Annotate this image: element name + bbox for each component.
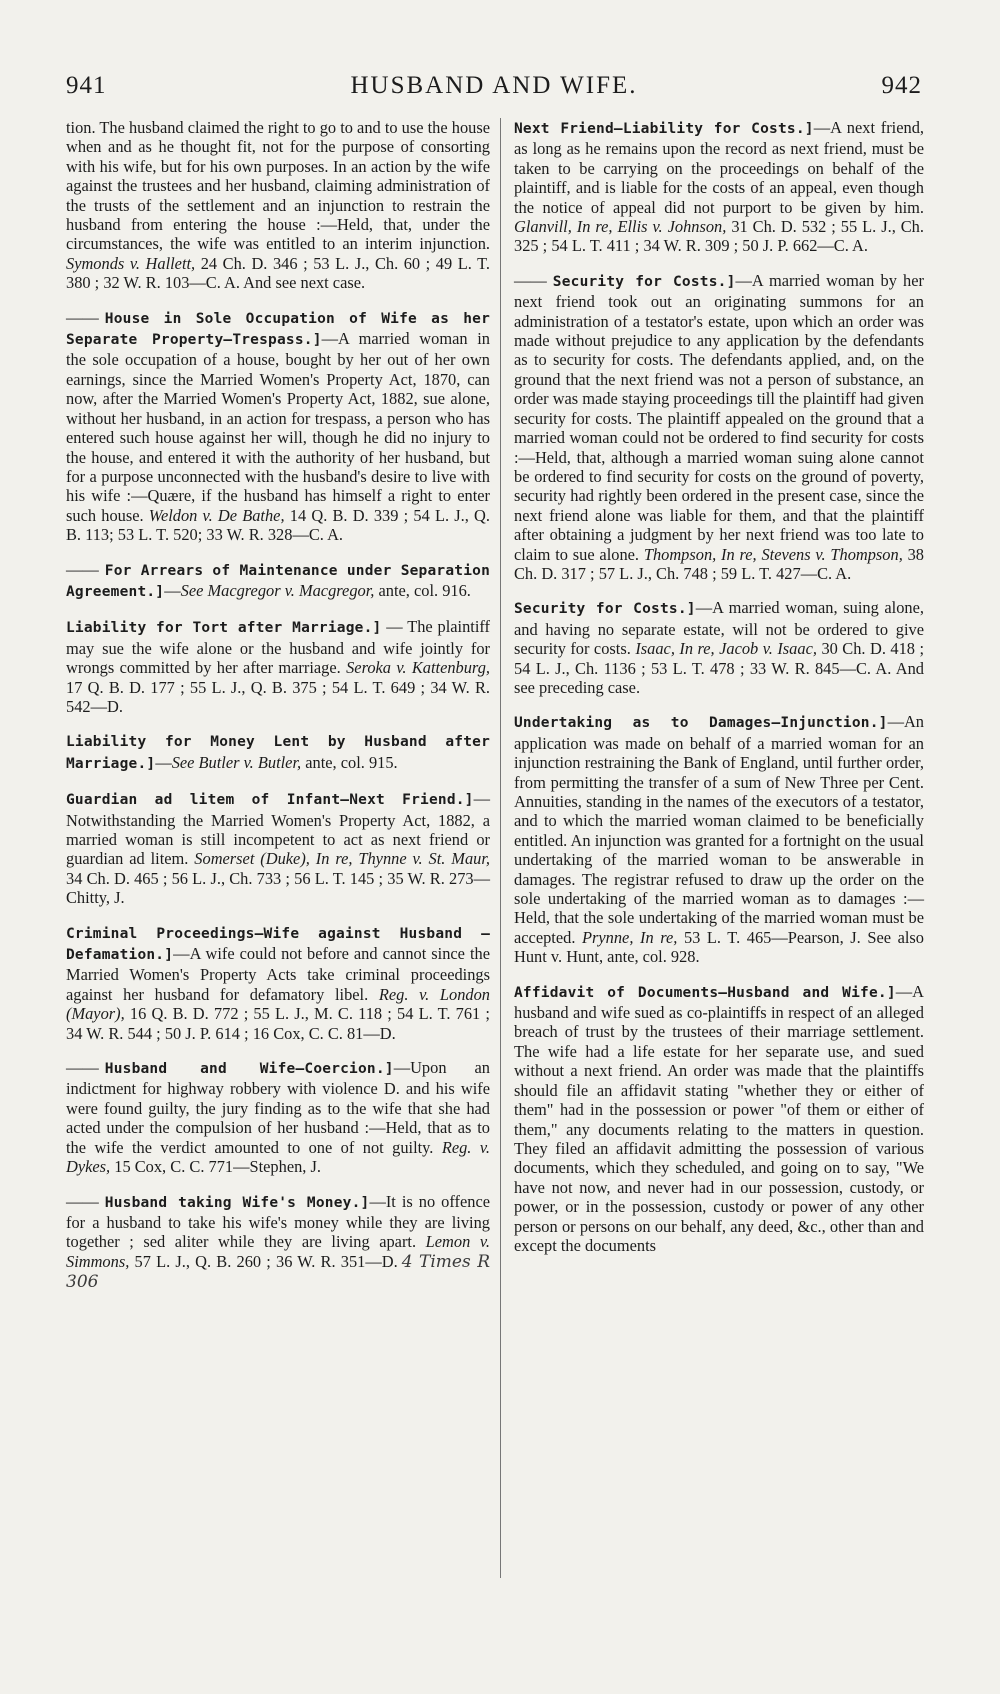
entry-body: —A married woman by her next friend took out an originating summons for an administration of a testator's estate, upon which an order was made without prejudice to any application by the defendants as to security for costs. The defendants applied, and, on the ground that the next friend was not a person of substance, an order was made staying proceedings till the plaintiff had given security for costs. The plaintiff appealed on the ground that a married woman could not be ordered to find security for costs :—Held, that, although a married woman suing alone cannot be ordered to find security for costs on the ground of poverty, security had rightly been ordered in the present case, since the next friend alone was liable for them, and that the plaintiff after obtaining a judgment by her next friend was too late to claim to sue alone. <box>514 270 924 564</box>
entry-heading: Liability for Money Lent by Husband after Marriage.] <box>66 734 490 772</box>
entry-heading: Security for Costs.] <box>514 601 696 618</box>
case-name: Prynne, In re, <box>582 927 678 947</box>
em-dash: —— <box>66 559 99 579</box>
entry-heading: Husband taking Wife's Money.] <box>104 1194 370 1211</box>
entry-heading: For Arrears of Maintenance under Separation Agreement.] <box>66 562 490 600</box>
entry-heading: Liability for Tort after Marriage.] <box>66 620 382 637</box>
entry-affidavit-documents <box>514 982 924 1256</box>
entry-body: — <box>155 752 172 772</box>
entry-heading: Undertaking as to Damages—Injunction.] <box>514 715 888 732</box>
case-name: Reg. v. Dykes, <box>66 1137 490 1177</box>
entry-security-for-costs-next-friend <box>514 271 924 584</box>
citation: 16 Q. B. D. 772 ; 55 L. J., M. C. 118 ; 54 L. T. 761 ; 34 W. R. 544 ; 50 J. P. 614 ; 16 Cox, C. C. 81—D. <box>66 1004 490 1043</box>
entry-body: —A married woman, suing alone, and having no separate estate, will not be ordered to give security for costs. <box>514 598 924 659</box>
entry-heading: House in Sole Occupation of Wife as her Separate Property—Trespass.] <box>66 310 490 349</box>
right-column-number: 942 <box>881 72 922 99</box>
entry-body: —Upon an indictment for highway robbery with violence D. and his wife were found guilty, the jury finding as to the wife that she had acted under the compulsion of her husband :—Held, that as to the wife the verdict amounted to one of not guilty. <box>66 1058 490 1157</box>
entry-heading: Security for Costs.] <box>552 273 736 290</box>
entry-heading: Guardian ad litem of Infant—Next Friend.] <box>66 792 474 809</box>
entry-body: tion. The husband claimed the right to go to and to use the house when and as he thought fit, not for the purpose of consorting with his wife, but for his own purposes. In an action by the wife against the trustees and her husband, claiming administration of the trusts of the settlement and an injunction to restrain the husband from entering the house :—Held, that, under the circumstances, the wife was entitled to an interim injunction. <box>66 118 490 254</box>
entry-guardian-ad-litem <box>66 789 490 907</box>
citation: 30 Ch. D. 418 ; 54 L. J., Ch. 1136 ; 53 L. T. 478 ; 33 W. R. 845—C. A. And see preceding case. <box>514 639 925 697</box>
em-dash: —— <box>514 270 547 290</box>
citation: 34 Ch. D. 465 ; 56 L. J., Ch. 733 ; 56 L. T. 145 ; 35 W. R. 273—Chitty, J. <box>66 868 490 908</box>
em-dash: —— <box>66 307 99 327</box>
entry-body: —A wife could not before and cannot since the Married Women's Property Acts take criminal proceedings against her husband for defamatory libel. <box>66 944 490 1004</box>
case-name: Isaac, In re, Jacob v. Isaac, <box>635 639 817 659</box>
entry-body: —Notwithstanding the Married Women's Property Act, 1882, a married woman is still incompetent to act as next friend or guardian ad litem. <box>66 789 490 869</box>
citation: 31 Ch. D. 532 ; 55 L. J., Ch. 325 ; 54 L. T. 411 ; 34 W. R. 309 ; 50 J. P. 662—C. A. <box>514 217 924 256</box>
citation: 15 Cox, C. C. 771—Stephen, J. <box>114 1157 321 1177</box>
entry-body: — <box>164 580 181 600</box>
handwritten-annotation: 4 Times R 306 <box>66 1251 490 1293</box>
case-name: See Butler v. Butler, <box>171 752 302 772</box>
entry-wifes-money <box>66 1192 490 1293</box>
left-column-number: 941 <box>66 72 107 99</box>
entry-body: —A next friend, as long as he remains upon the record as next friend, must be taken to be carrying on the proceedings on behalf of the plaintiff, and is liable for the costs of an appeal, even though the notice of appeal did not purport to be given by him. <box>514 118 924 217</box>
case-name: Symonds v. Hallett, <box>66 253 196 273</box>
entry-undertaking-damages <box>514 712 924 966</box>
case-name: Reg. v. London (Mayor), <box>66 984 490 1024</box>
citation: ante, col. 915. <box>305 752 398 772</box>
case-name: Thompson, In re, Stevens v. Thompson, <box>643 544 903 564</box>
entry-house-sole-occupation <box>66 308 490 545</box>
entry-heading: Affidavit of Documents—Husband and Wife.] <box>514 984 896 1001</box>
right-column <box>514 118 924 1270</box>
entry-money-lent <box>66 731 490 774</box>
entry-heading: Next Friend—Liability for Costs.] <box>514 121 814 137</box>
entry-symonds <box>66 118 490 293</box>
entry-body: — The plaintiff may sue the wife alone or the husband and wife jointly for wrongs committed by her after marriage. <box>66 617 491 678</box>
case-name: Glanvill, In re, Ellis v. Johnson, <box>514 217 727 237</box>
citation: ante, col. 916. <box>378 580 471 600</box>
entry-tort-after-marriage <box>66 617 490 716</box>
entry-heading: Criminal Proceedings—Wife against Husband —Defamation.] <box>66 925 490 964</box>
case-name: Weldon v. De Bathe, <box>148 505 285 525</box>
entry-coercion <box>66 1058 490 1176</box>
case-name: Lemon v. Simmons, <box>66 1232 490 1271</box>
citation: 14 Q. B. D. 339 ; 54 L. J., Q. B. 113; 53 L. T. 520; 33 W. R. 328—C. A. <box>66 505 490 545</box>
entry-next-friend-costs <box>514 118 924 256</box>
case-name: Somerset (Duke), In re, Thynne v. St. Maur, <box>194 849 490 869</box>
citation: 38 Ch. D. 317 ; 57 L. J., Ch. 748 ; 59 L. T. 427—C. A. <box>514 544 924 583</box>
entry-criminal-proceedings <box>66 923 490 1043</box>
case-name: Seroka v. Kattenburg, <box>346 658 490 678</box>
citation: 17 Q. B. D. 177 ; 55 L. J., Q. B. 375 ; 54 L. T. 649 ; 34 W. R. 542—D. <box>66 677 490 716</box>
citation: 57 L. J., Q. B. 260 ; 36 W. R. 351—D. <box>134 1251 398 1271</box>
case-name: See Macgregor v. Macgregor, <box>180 580 375 600</box>
entry-heading: Husband and Wife—Coercion.] <box>104 1061 394 1078</box>
entry-arrears-maintenance <box>66 560 490 603</box>
em-dash: —— <box>66 1191 99 1211</box>
entry-body: —A married woman in the sole occupation of a house, bought by her out of her own earnings, since the Married Women's Property Act, 1870, can now, after the Married Women's Property Act, 1882, sue alone, without her husband, in an action for trespass, a person who has entered such house against her will, though he did no injury to the house, and entered it with the authority of her husband, but for a purpose unconnected with the husband's desire to live with his wife :—Quære, if the husband has himself a right to enter such house. <box>66 329 490 525</box>
left-column <box>66 118 490 1308</box>
entry-body: —It is no offence for a husband to take his wife's money while they are living together ; sed aliter while they are living apart. <box>66 1191 491 1252</box>
column-divider <box>500 118 501 1578</box>
em-dash: —— <box>66 1058 99 1078</box>
entry-body: —An application was made on behalf of a married woman for an injunction restraining the Bank of England, until further order, from permitting the transfer of a sum of New Three per Cent. Annuities, standing in the names of the executors of a testator, and to which the married woman claimed to be beneficially entitled. An injunction was granted for a fortnight on the usual undertaking of the married woman to be answerable in damages. The registrar refused to draw up the order on the sole undertaking of the married woman as to damages :—Held, that the sole undertaking of the married woman must be accepted. <box>514 712 924 947</box>
citation: 53 L. T. 465—Pearson, J. See also Hunt v. Hunt, ante, col. 928. <box>514 927 924 967</box>
page-header <box>66 72 922 112</box>
entry-body: —A husband and wife sued as co-plaintiffs in respect of an alleged breach of trust by the trustees of their marriage settlement. The wife had a life estate for her separate use, and sued without a next friend. An order was made that the plaintiffs should file an affidavit stating "whether they or either of them" had in the possession or power "of them or either of them," any documents relating to the matters in question. They filed an affidavit admitting the possession of various documents, which they scheduled, and going on to say, "We have not now, and never had in our possession, custody, or power, or in the possession, custody or power of any other person or persons on our behalf, any deed, &c., other than and except the documents <box>514 981 924 1255</box>
page-title: HUSBAND AND WIFE. <box>350 72 638 99</box>
citation: 24 Ch. D. 346 ; 53 L. J., Ch. 60 ; 49 L. T. 380 ; 32 W. R. 103—C. A. And see next case. <box>66 253 490 293</box>
entry-security-for-costs-alone <box>514 598 924 697</box>
